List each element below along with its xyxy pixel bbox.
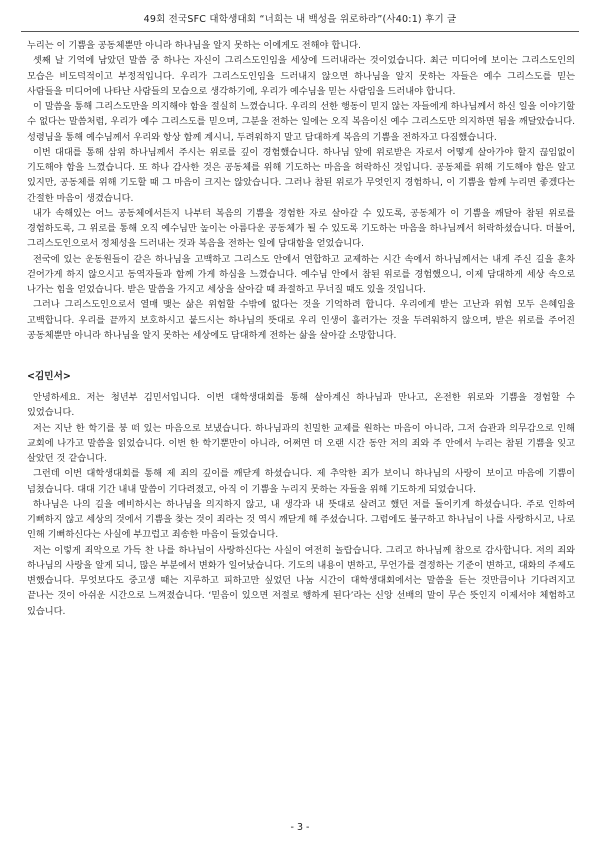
document-body (27, 38, 575, 619)
paragraph: 전국에 있는 운동원들이 같은 하나님을 고백하고 그리스도 안에서 연합하고 교제하는 시간 속에서 하나님께서는 내게 주신 길을 훈차 걷어가게 하지 않으시고 동역자들과 함께 가게 하심을 느꼈습니다. 예수님 안에서 참된 위로를 경험했으니, 이제 담대하게 세상 속으로 나가는 힘을 얻었습니다. 받은 말씀을 가지고 세상을 살아갈 때 좌절하고 무너질 때도 있을 것입니다. (27, 253, 575, 295)
header-divider (21, 31, 579, 32)
paragraph: 이 말씀을 통해 그리스도만을 의지해야 함을 절실히 느꼈습니다. 우리의 선한 행동이 믿지 않는 자들에게 하나님께서 하신 일을 이야기할 수 없다는 말씀처럼, 우리가 예수 그리스도를 믿으며, 그분을 전하는 일에는 오직 복음이신 예수 그리스도만 의지하면 됨을 깨달았습니다. 성령님을 통해 예수님께서 우리와 항상 함께 계시니, 두려워하지 말고 담대하게 복음의 기쁨을 전하자고 다짐했습니다. (27, 101, 575, 143)
paragraph: 저는 이렇게 죄악으로 가득 찬 나를 하나님이 사랑하신다는 사실이 여전히 놀랍습니다. 그리고 하나님께 참으로 감사합니다. 저의 죄와 하나님의 사랑을 알게 되니, 많은 부분에서 변화가 일어났습니다. 기도의 내용이 변하고, 무언가를 결정하는 기준이 변하고, 대화의 주제도 변했습니다. 무엇보다도 중고생 때는 지루하고 피하고만 싶었던 나눔 시간이 대학생대회에서는 말씀을 듣는 것만큼이나 기다려지고 끝나는 것이 아쉬운 시간으로 느껴졌습니다. ‘믿음이 있으면 저절로 행하게 된다’라는 신앙 선배의 말이 무슨 뜻인지 이제서야 체험하고 있습니다. (27, 544, 575, 617)
paragraph: 이번 대대를 통해 삼위 하나님께서 주시는 위로를 깊이 경험했습니다. 하나님 앞에 위로받은 자로서 어떻게 살아가야 할지 끊임없이 기도해야 함을 느꼈습니다. 또 하나 감사한 것은 공동체를 위해 기도하는 마음을 허락하신 것입니다. 공동체를 위해 기도해야 함은 알고 있지만, 공동체를 위해 기도할 때 그 마음이 크지는 않았습니다. 그러나 참된 위로가 무엇인지 경험하니, 이 기쁨을 함께 누리면 좋겠다는 간절한 마음이 생겼습니다. (27, 146, 575, 204)
paragraph: 안녕하세요. 저는 청년부 김민서입니다. 이번 대학생대회를 통해 살아계신 하나님과 만나고, 온전한 위로와 기쁨을 경험할 수 있었습니다. (27, 392, 575, 419)
paragraph: 그러나 그리스도인으로서 열매 맺는 삶은 위험할 수밖에 없다는 것을 기억하려 합니다. 우리에게 받는 고난과 위험 모두 은혜임을 고백합니다. 우리를 끝까지 보호하시고 붙드시는 하나님의 뜻대로 우리 인생이 흘러가는 것을 두려워하지 않으며, 받은 위로를 주어진 공동체뿐만 아니라 하나님을 알지 못하는 세상에도 담대하게 전하는 삶을 살아갈 소망합니다. (27, 299, 575, 341)
paragraph: 내가 속해있는 어느 공동체에서든지 나부터 복음의 기쁨을 경험한 자로 살아갈 수 있도록, 공동체가 이 기쁨을 깨달아 참된 위로를 경험하도록, 그 위로를 통해 오직 예수님만 높이는 아름다운 공동체가 될 수 있도록 기도하는 마음을 하나님께서 허락하셨습니다. 더불어, 그리스도인으로서 정체성을 드러내는 것과 복음을 전하는 일에 담대함을 얻었습니다. (27, 207, 575, 250)
page-header: 49회 전국SFC 대학생대회 “너희는 내 백성을 위로하라”(사40:1) 후기 글 (143, 14, 457, 25)
page-number: - 3 - (290, 822, 310, 833)
section-heading: <김민서> (27, 371, 71, 382)
section-gap (27, 343, 575, 370)
paragraph: 누리는 이 기쁨을 공동체뿐만 아니라 하나님을 알지 못하는 이에게도 전해야 합니다. (27, 40, 361, 51)
paragraph: 저는 지난 한 학기를 붕 떠 있는 마음으로 보냈습니다. 하나님과의 친밀한 교제를 원하는 마음이 아니라, 그저 습관과 의무감으로 인해 교회에 나가고 말씀을 읽었습니다. 이번 한 학기뿐만이 아니라, 어쩌면 더 오랜 시간 동안 저의 죄와 주 안에서 누리는 참된 기쁨을 잊고 살았던 것 같습니다. (27, 422, 575, 464)
paragraph: 셋째 날 기억에 남았던 말씀 중 하나는 자신이 그리스도인임을 세상에 드러내라는 것이었습니다. 최근 미디어에 보이는 그리스도인의 모습은 비도덕적이고 부정적입니다. 우리가 그리스도인임을 드러내지 않으면 하나님을 알지 못하는 자들은 예수 그리스도를 믿는 사람들을 미디어에 나타난 사람들의 모습으로 생각하기에, 우리가 예수님을 믿는 사람임을 드러내야 합니다. (27, 55, 575, 97)
paragraph: 하나님은 나의 길을 예비하시는 하나님을 의지하지 않고, 내 생각과 내 뜻대로 살려고 했던 저를 돌이키게 하셨습니다. 주로 인하여 기뻐하지 않고 세상의 것에서 기쁨을 찾는 것이 죄라는 것 역시 깨닫게 해 주셨습니다. 그럼에도 불구하고 하나님이 나를 사랑하시고, 나로 인해 기뻐하신다는 사실에 부끄럽고 죄송한 마음이 들었습니다. (27, 498, 575, 541)
paragraph: 그런데 이번 대학생대회를 통해 제 죄의 깊이를 깨닫게 하셨습니다. 제 추악한 죄가 보이니 하나님의 사랑이 보이고 마음에 기쁨이 넘쳤습니다. 대대 기간 내내 말씀이 기다려졌고, 아직 이 기쁨을 누리지 못하는 자들을 위해 기도하게 되었습니다. (27, 468, 575, 495)
